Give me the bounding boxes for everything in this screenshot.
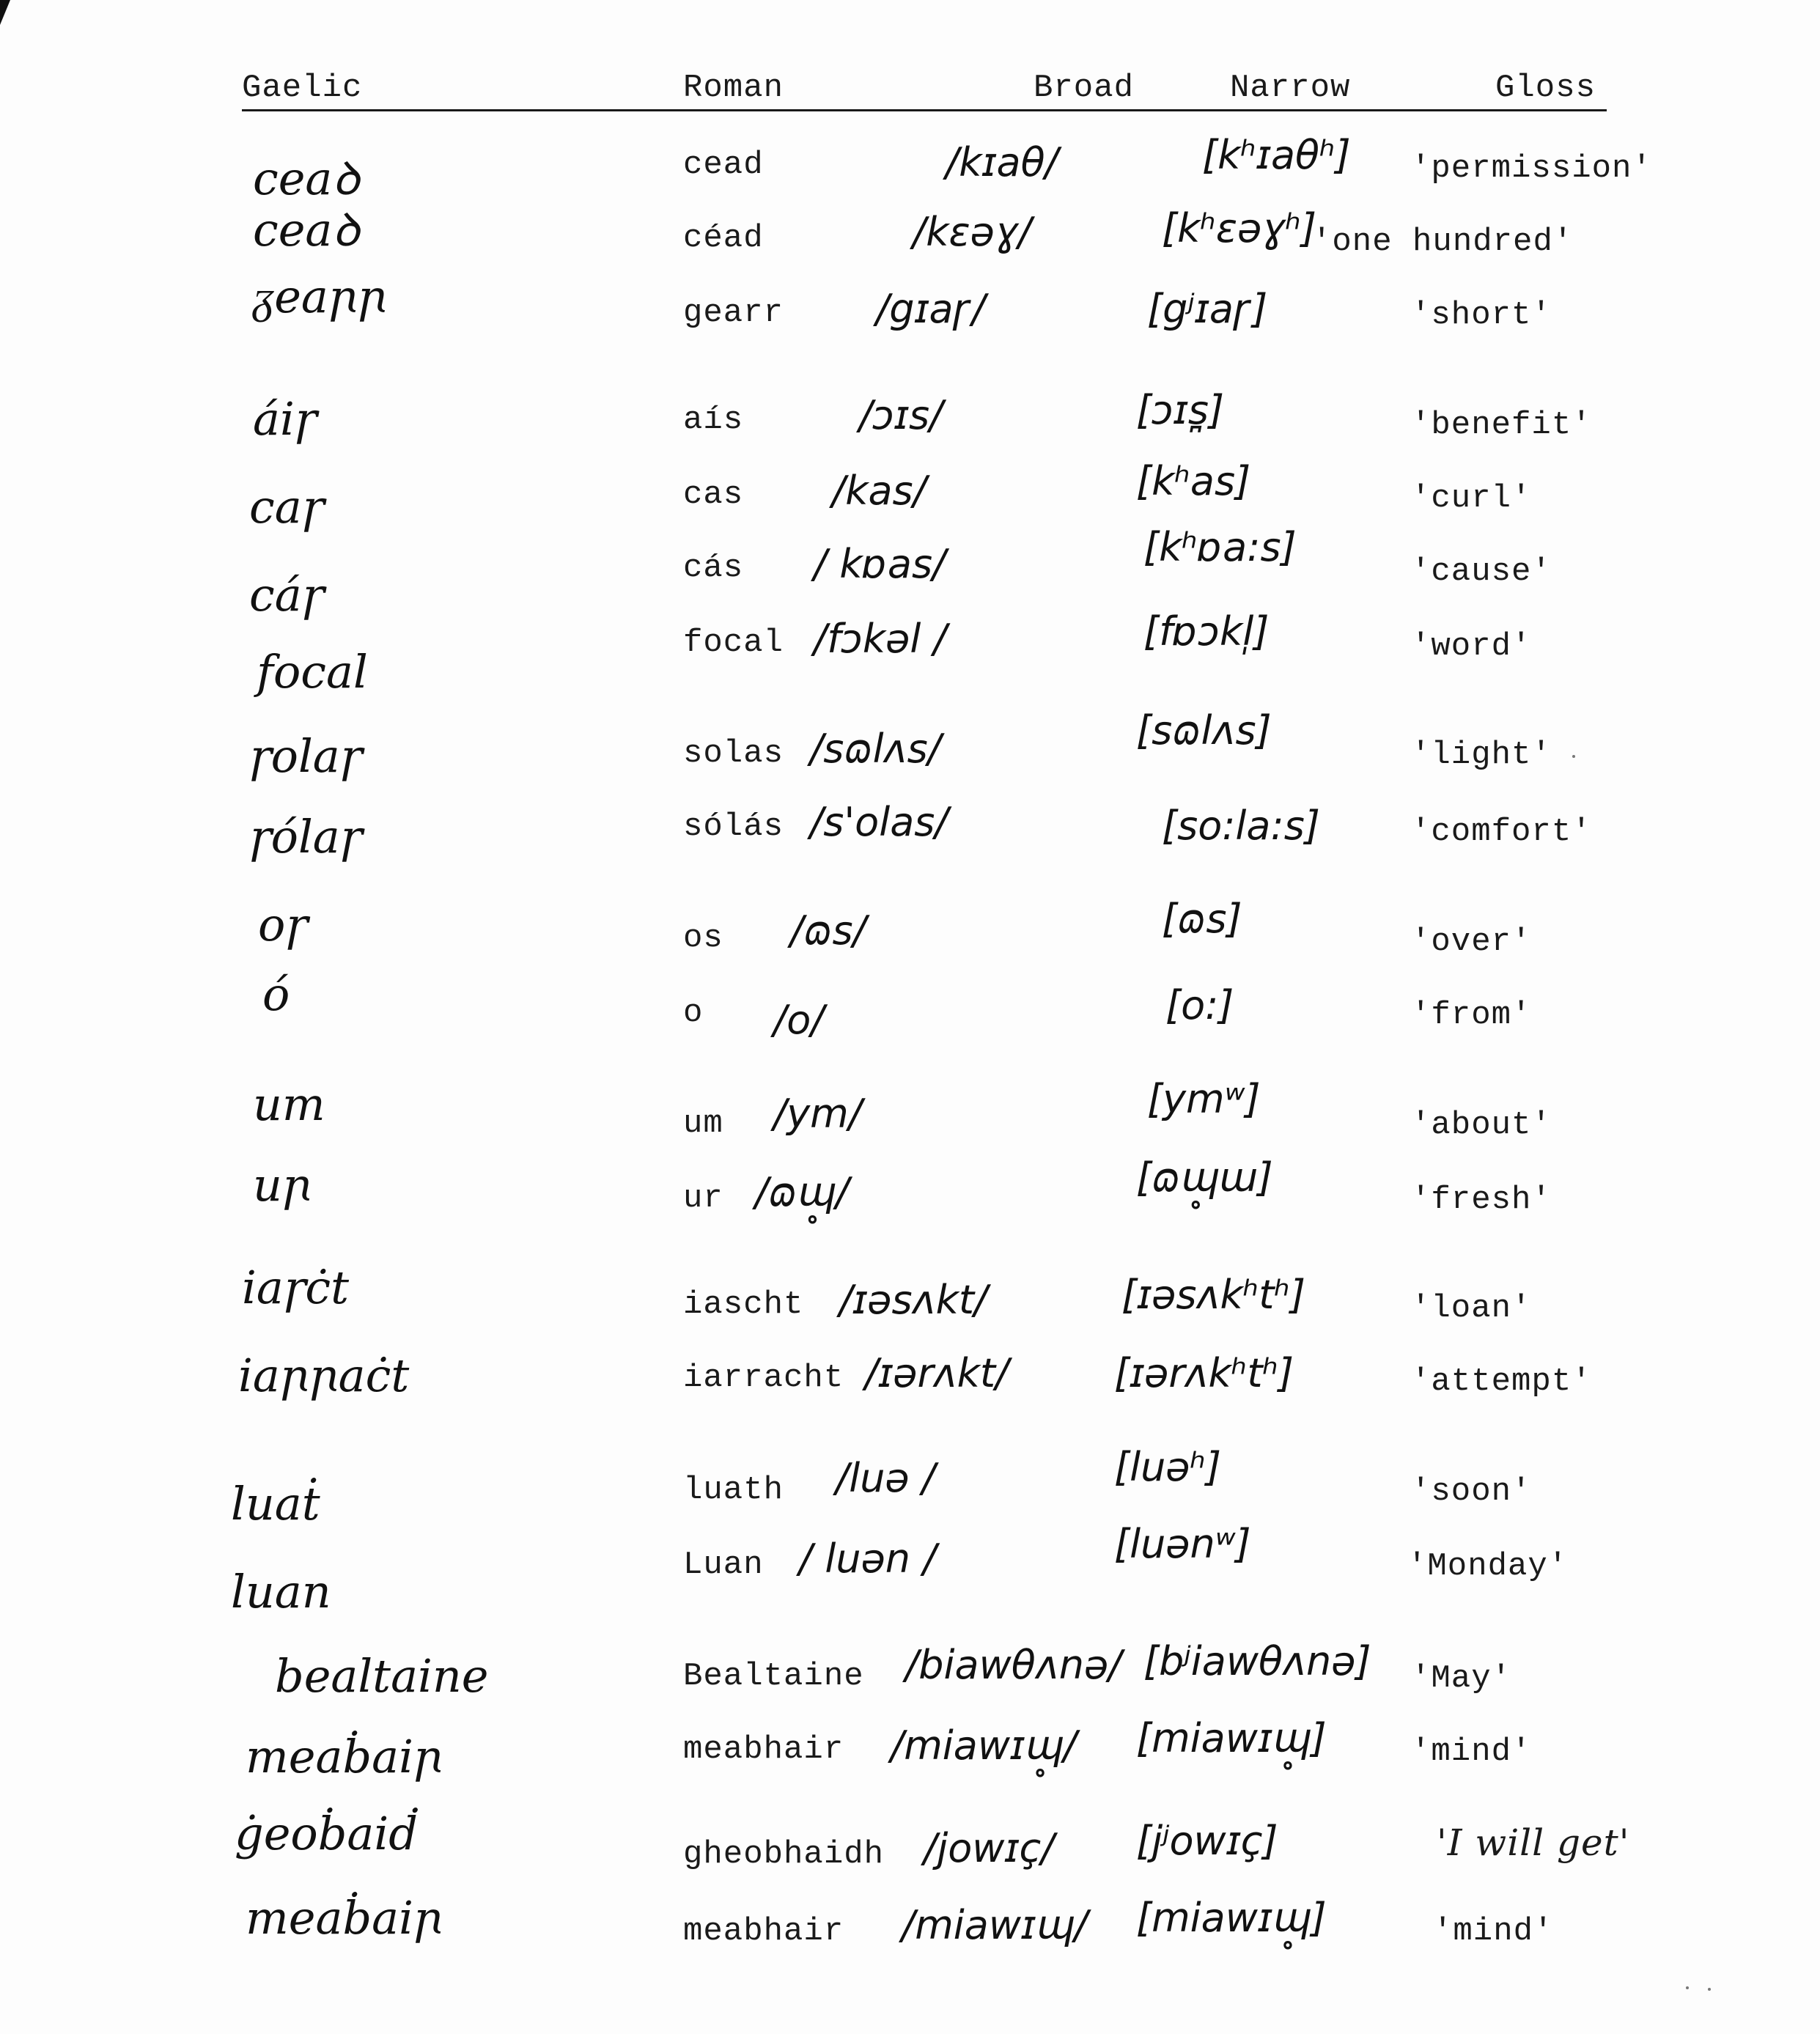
row-3-gloss: 'benefit' xyxy=(1411,407,1592,443)
row-2-roman: gearr xyxy=(683,295,784,331)
row-10-gloss: 'from' xyxy=(1411,997,1532,1033)
row-16-gloss: 'Monday' xyxy=(1407,1548,1569,1585)
row-19-narrow: [jʲowɪç] xyxy=(1136,1818,1278,1864)
row-3-gaelic: áiꞅ xyxy=(253,392,317,446)
row-11-gloss: 'about' xyxy=(1411,1107,1552,1143)
row-5-narrow: [kʰɒa:s] xyxy=(1143,524,1297,570)
row-7-gloss: 'light' xyxy=(1411,737,1552,773)
row-7-broad: /sɷlʌs/ xyxy=(810,726,941,772)
row-13-gloss: 'loan' xyxy=(1411,1290,1532,1327)
row-7-roman: solas xyxy=(683,735,784,772)
row-11-gaelic: um xyxy=(253,1077,325,1131)
row-4-gloss: 'curl' xyxy=(1411,480,1532,517)
row-14-gloss: 'attempt' xyxy=(1411,1363,1592,1400)
row-12-roman: ur xyxy=(683,1180,723,1217)
header-narrow: Narrow xyxy=(1230,70,1351,106)
row-15-narrow: [luəʰ] xyxy=(1114,1444,1222,1490)
row-17-roman: Bealtaine xyxy=(683,1658,864,1695)
row-12-broad: /ɷɰ̥/ xyxy=(755,1169,850,1215)
row-2-narrow: [gʲɪaɼ] xyxy=(1147,286,1268,332)
row-3-broad: /ɔɪs/ xyxy=(859,392,943,438)
row-18-narrow: [miawɪɰ̥] xyxy=(1136,1715,1327,1761)
row-12-narrow: [ɷɰ̥ɯ] xyxy=(1136,1154,1273,1201)
scan-corner-shadow xyxy=(0,0,10,25)
row-0-gloss: 'permission' xyxy=(1411,150,1652,187)
row-13-broad: /ɪəsʌkt/ xyxy=(839,1277,988,1323)
row-0-roman: cead xyxy=(683,147,764,183)
row-11-narrow: [ymʷ] xyxy=(1147,1076,1261,1122)
row-2-gloss: 'short' xyxy=(1411,297,1552,334)
row-8-narrow: [so:la:s] xyxy=(1162,803,1320,849)
row-5-gloss: 'cause' xyxy=(1411,553,1552,590)
row-13-roman: iascht xyxy=(683,1286,804,1323)
row-18-gaelic: meaḃaiꞃ xyxy=(246,1730,443,1783)
row-19-gaelic: ġeoḃaiḋ xyxy=(235,1807,418,1860)
row-16-gaelic: luan xyxy=(231,1565,331,1618)
row-9-roman: os xyxy=(683,920,723,957)
row-1-roman: céad xyxy=(683,220,764,257)
row-8-roman: sólás xyxy=(683,808,784,845)
row-15-gloss: 'soon' xyxy=(1411,1473,1532,1510)
row-12-gloss: 'fresh' xyxy=(1411,1182,1552,1218)
row-17-broad: /biawθʌnə/ xyxy=(905,1642,1122,1688)
row-10-narrow: [o:] xyxy=(1165,982,1234,1028)
row-4-narrow: [kʰas] xyxy=(1136,458,1251,504)
row-13-gaelic: iaꞅċt xyxy=(242,1261,350,1314)
row-19-broad: /jowɪç/ xyxy=(924,1825,1055,1871)
header-rule xyxy=(242,109,1607,111)
row-10-broad: /o/ xyxy=(773,997,825,1043)
row-7-gaelic: ꞅolaꞅ xyxy=(249,729,362,783)
row-15-gaelic: luaṫ xyxy=(231,1477,320,1530)
row-6-narrow: [fɒɔkl̩] xyxy=(1143,608,1270,655)
row-3-roman: aís xyxy=(683,402,744,438)
row-0-narrow: [kʰɪaθʰ] xyxy=(1202,132,1351,178)
row-17-gloss: 'May' xyxy=(1411,1660,1512,1697)
row-5-gaelic: cáꞅ xyxy=(249,568,324,622)
row-8-gloss: 'comfort' xyxy=(1411,814,1592,850)
row-14-gaelic: iaꞃꞃaċt xyxy=(238,1349,410,1402)
row-7-narrow: [sɷlʌs] xyxy=(1136,707,1272,753)
row-9-gloss: 'over' xyxy=(1411,924,1532,960)
row-4-broad: /kas/ xyxy=(832,468,926,514)
scan-speck xyxy=(1686,1986,1689,1989)
row-6-gaelic: focal xyxy=(257,645,368,699)
row-16-roman: Luan xyxy=(683,1547,764,1583)
row-20-broad: /miawɪɰ/ xyxy=(902,1902,1088,1948)
row-1-narrow: [kʰεəɣʰ] xyxy=(1162,205,1317,251)
row-19-roman: gheobhaidh xyxy=(683,1836,885,1873)
row-8-broad: /s'olas/ xyxy=(810,799,948,845)
row-9-broad: /ɷs/ xyxy=(790,907,866,954)
scan-speck xyxy=(1572,755,1575,758)
row-13-narrow: [ɪəsʌkʰtʰ] xyxy=(1121,1272,1306,1318)
row-14-roman: iarracht xyxy=(683,1360,844,1396)
row-6-broad: /fɔkəl / xyxy=(814,616,947,662)
row-5-broad: / kɒas/ xyxy=(814,541,946,587)
row-6-roman: focal xyxy=(683,624,784,661)
row-2-gaelic: ᵹeaꞃꞃ xyxy=(253,270,387,323)
row-14-narrow: [ɪərʌkʰtʰ] xyxy=(1114,1350,1294,1396)
row-1-gloss: 'one hundred' xyxy=(1312,224,1574,260)
row-20-roman: meabhair xyxy=(683,1913,844,1950)
row-17-gaelic: bealtaine xyxy=(275,1649,489,1703)
header-broad: Broad xyxy=(1034,70,1135,106)
row-11-broad: /ym/ xyxy=(773,1091,862,1137)
row-6-gloss: 'word' xyxy=(1411,628,1532,665)
row-2-broad: /gɪaɼ/ xyxy=(876,286,986,332)
row-9-gaelic: oꞅ xyxy=(258,898,307,951)
row-1-broad: /kεəɣ/ xyxy=(913,209,1032,255)
row-10-roman: o xyxy=(683,995,704,1031)
row-0-gaelic: ceaꝺ xyxy=(253,152,360,205)
row-19-gloss: 'I will get' xyxy=(1437,1821,1630,1864)
row-20-gloss: 'mind' xyxy=(1433,1913,1554,1950)
row-10-gaelic: ó xyxy=(262,968,290,1021)
row-4-roman: cas xyxy=(683,476,744,513)
row-14-broad: /ɪərʌkt/ xyxy=(865,1350,1009,1396)
header-gloss: Gloss xyxy=(1495,70,1596,106)
row-18-roman: meabhair xyxy=(683,1731,844,1768)
row-3-narrow: [ɔɪs̪] xyxy=(1136,387,1225,433)
row-16-broad: / luən / xyxy=(799,1536,937,1582)
header-gaelic: Gaelic xyxy=(242,70,363,106)
row-20-narrow: [miawɪɰ̥] xyxy=(1136,1895,1327,1941)
row-1-gaelic: ceaꝺ xyxy=(253,203,360,257)
row-16-narrow: [luənʷ] xyxy=(1114,1521,1251,1567)
header-roman: Roman xyxy=(683,70,784,106)
row-17-narrow: [bʲiawθʌnə] xyxy=(1143,1638,1371,1684)
row-5-roman: cás xyxy=(683,550,744,586)
row-15-roman: luath xyxy=(683,1472,784,1508)
row-8-gaelic: ꞅólaꞅ xyxy=(249,810,362,863)
row-9-narrow: [ɷs] xyxy=(1162,896,1242,942)
row-15-broad: /luə / xyxy=(836,1455,936,1501)
row-11-roman: um xyxy=(683,1105,723,1142)
row-20-gaelic: meaḃaiꞃ xyxy=(246,1891,443,1945)
row-0-broad: /kɪaθ/ xyxy=(946,139,1058,185)
row-12-gaelic: uꞃ xyxy=(253,1158,312,1212)
row-4-gaelic: caꞅ xyxy=(249,480,324,534)
scan-speck xyxy=(1708,1988,1711,1991)
row-18-gloss: 'mind' xyxy=(1411,1733,1532,1770)
row-18-broad: /miawɪɰ̥/ xyxy=(891,1722,1077,1769)
